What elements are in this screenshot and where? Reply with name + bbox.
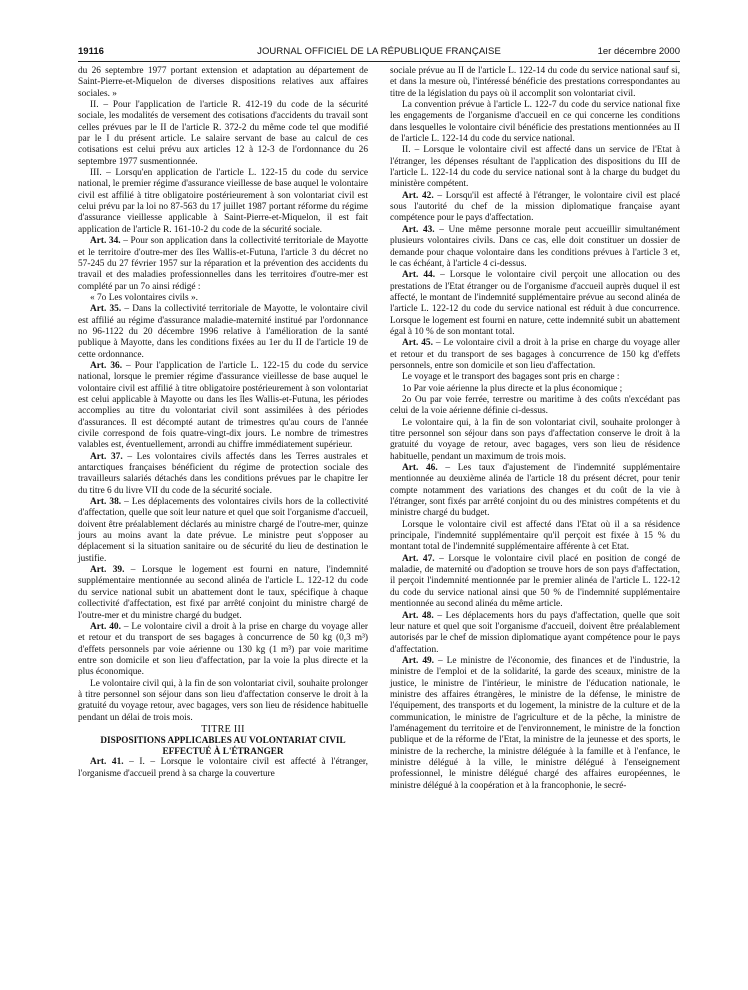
header-rule (78, 61, 680, 62)
article-40 (78, 622, 368, 679)
article-label: Art. 34. (90, 236, 121, 247)
paragraph: Le volontaire qui, à la fin de son volontariat civil, souhaite prolonger à titre personnel son séjour dans son pays d'affectation conserve le droit à la gratuité du voyage de retour, avec bagages, vers son lieu de résidence habituelle, pendant un maximum de trois mois. (390, 417, 680, 462)
article-label: Art. 47. (402, 553, 435, 564)
article-text: – Pour l'application de l'article L. 122-15 du code du service national, lorsque le premier régime d'assurance vieillesse de base auquel le volontaire civil est affilié à titre obligatoire postérieurement à son volontariat est celui applicable à Mayotte ou dans les îles Wallis-et-Futuna, les périodes accomplies au titre du volontariat civil sont assimilées à des périodes d'assurances. Il est décompté autant de trimestres qu'au cours de l'année civile correspond de fois quatre-vingt-dix jours. Le nombre de trimestres valables est, éventuellement, arrondi au chiffre immédiatement supérieur. (78, 360, 368, 451)
article-text: – I. – Lorsque le volontaire civil est affecté à l'étranger, l'organisme d'accueil prend à sa charge la couverture (78, 757, 369, 779)
section-heading: DISPOSITIONS APPLICABLES AU VOLONTARIAT CIVIL EFFECTUÉ À L'ÉTRANGER (100, 735, 346, 757)
article-48 (390, 611, 680, 656)
article-45 (390, 338, 680, 372)
article-text: – Le volontaire civil a droit à la prise en charge du voyage aller et retour et du transport de ses bagages à concurrence de 150 kg d'effets personnels, entre son domicile et son lieu d'affectation. (390, 338, 680, 371)
article-label: Art. 43. (402, 224, 435, 235)
journal-title: JOURNAL OFFICIEL DE LA RÉPUBLIQUE FRANÇAISE (257, 46, 501, 57)
article-text: – Lorsque le logement est fourni en nature, l'indemnité supplémentaire mentionnée au second alinéa de l'article L. 122-12 du code du service national subit un abattement dont le taux, spécifique à chaque collectivité d'affectation, est fixé par arrêté conjoint du ministre chargé de l'outre-mer et du ministre chargé du budget. (78, 565, 369, 621)
paragraph: Le voyage et le transport des bagages sont pris en charge : (402, 372, 620, 383)
article-34 (78, 236, 368, 293)
article-42 (390, 191, 680, 225)
article-label: Art. 48. (402, 610, 434, 621)
article-label: Art. 37. (90, 451, 123, 462)
article-text: – Les déplacements hors du pays d'affectation, quelle que soit leur nature et quel que soit l'organisme d'accueil, doivent être préalablement autorisés par le chef de mission diplomatique ayant compétence pour le pays d'affectation. (390, 610, 680, 655)
article-text: – Les volontaires civils affectés dans les Terres australes et antarctiques françaises bénéficient du régime de protection sociale des travailleurs salariés détachés dans les conditions prévues par le chapitre Ier du titre 6 du livre VII du code de la sécurité sociale. (78, 451, 369, 496)
paragraph: « 7o Les volontaires civils ». (90, 292, 198, 303)
paragraph: La convention prévue à l'article L. 122-7 du code du service national fixe les engagements de l'organisme d'accueil en ce qui concerne les conditions dans lesquelles le volontaire civil bénéficie des prestations mentionnées au II de l'article L. 122-14 du code du service national. (390, 100, 680, 145)
article-39 (78, 565, 368, 622)
article-label: Art. 42. (402, 190, 434, 201)
article-35 (78, 304, 368, 361)
article-text: – Lorsqu'il est affecté à l'étranger, le volontaire civil est placé sous l'autorité du chef de la mission diplomatique française ayant compétence pour le pays d'affectation. (390, 190, 681, 224)
paragraph: III. – Lorsqu'en application de l'article L. 122-15 du code du service national, le premier régime d'assurance vieillesse de base auquel le volontaire civil est affilié à titre obligatoire postérieurement à son volontariat civil est celui prévu par la loi no 87-563 du 17 juillet 1987 portant réforme du régime d'assurance vieillesse applicable à Saint-Pierre-et-Miquelon, il est fait application de l'article R. 161-10-2 du code de la sécurité sociale. (78, 168, 368, 235)
article-37 (78, 452, 368, 497)
article-label: Art. 38. (90, 497, 122, 508)
article-text: – Les déplacements des volontaires civils hors de la collectivité d'affectation, quelle que soit leur nature et quel que soit l'organisme d'accueil, doivent être préalablement déclarés au ministre chargé de l'outre-mer, quinze jours au moins avant la date prévue. Le ministre peut s'opposer au déplacement si la situation sanitaire ou de sécurité du lieu de destination le justifie. (78, 497, 368, 564)
article-text: – Une même personne morale peut accueillir simultanément plusieurs volontaires civils. Dans ce cas, elle doit constituer un dossier de demande pour chaque volontaire dans les conditions prévues à l'article 3 et, le cas échéant, à l'article 4 ci-dessus. (390, 224, 680, 269)
article-text: – Pour son application dans la collectivité territoriale de Mayotte et le territoire d'outre-mer des îles Wallis-et-Futuna, l'article 3 du décret no 57-245 du 27 février 1957 sur la réparation et la prévention des accidents du travail et des maladies professionnelles dans les territoires d'outre-mer est complété par un 7o ainsi rédigé : (78, 236, 368, 292)
article-text: – Lorsque le volontaire civil perçoit une allocation ou des prestations de l'Etat étranger ou de l'organisme d'accueil auprès duquel il est affecté, le montant de l'indemnité supplémentaire prévue au second alinéa de l'article L. 122-12 du code du service national est réduit à due concurrence. Lorsque le logement est fourni en nature, cette indemnité subit un abattement égal à 10 % de son montant total. (390, 270, 680, 337)
paragraph: 1o Par voie aérienne la plus directe et la plus économique ; (402, 383, 623, 394)
paragraph: II. – Pour l'application de l'article R. 412-19 du code de la sécurité sociale, les modalités de versement des cotisations d'accidents du travail sont celles prévues par le II de l'article R. 372-2 du même code tel que modifié par le I du présent article. Le salaire servant de base au calcul de ces cotisations est celui prévu aux articles 12 à 12-3 de l'ordonnance du 26 septembre 1977 susmentionnée. (78, 100, 368, 167)
paragraph: du 26 septembre 1977 portant extension et adaptation au département de Saint-Pierre-et-Miquelon de diverses dispositions relatives aux affaires sociales. » (78, 66, 368, 99)
page-number: 19116 (78, 46, 104, 57)
article-text: – Les taux d'ajustement de l'indemnité supplémentaire mentionnée au deuxième alinéa de l'article 18 du présent décret, pour tenir compte notamment des variations des changes et du coût de la vie à l'étranger, sont fixés par arrêté conjoint du ou des ministres compétents et du ministre chargé du budget. (390, 463, 681, 519)
article-label: Art. 41. (90, 757, 124, 768)
article-label: Art. 40. (90, 621, 121, 632)
article-text: – Lorsque le volontaire civil placé en position de congé de maladie, de maternité ou d'adoption se trouve hors de son pays d'affectation, il perçoit l'indemnité mentionnée par le premier alinéa de l'article L. 122-12 du code du service national ainsi que 50 % de l'indemnité supplémentaire mentionnée au second alinéa du même article. (390, 553, 680, 610)
paragraph: Lorsque le volontaire civil est affecté dans l'Etat où il a sa résidence principale, l'indemnité supplémentaire qu'il perçoit est fixée à 15 % du montant total de l'indemnité supplémentaire afférente à cet Etat. (390, 519, 680, 553)
section-title: TITRE III (201, 723, 245, 735)
article-text: – Le ministre de l'économie, des finances et de l'industrie, la ministre de l'emploi et de la solidarité, la garde des sceaux, ministre de la justice, le ministre de l'intérieur, le ministre de l'éducation nationale, le ministre des affaires étrangères, le ministre de la défense, le ministre de l'équipement, des transports et du logement, la ministre de la culture et de la communication, le ministre de l'agriculture et de la pêche, la ministre de l'aménagement du territoire et de l'environnement, le ministre de la fonction publique et de la réforme de l'Etat, la ministre de la jeunesse et des sports, le ministre de la recherche, la ministre déléguée à la famille et à l'enfance, le ministre délégué à la ville, le ministre délégué à l'enseignement professionnel, le ministre délégué chargé des affaires européennes, le ministre délégué à la coopération et à la francophonie, le secré- (390, 655, 680, 791)
article-label: Art. 44. (402, 270, 436, 281)
article-label: Art. 39. (90, 565, 125, 576)
article-41 (78, 757, 368, 780)
article-43 (390, 225, 680, 270)
article-label: Art. 46. (402, 463, 438, 474)
paragraph: Le volontaire civil qui, à la fin de son volontariat civil, souhaite prolonger à titre personnel son séjour dans son lieu d'affectation conserve le droit à la gratuité du voyage retour, avec bagages, vers son lieu de résidence habituelle pendant un délai de trois mois. (78, 678, 368, 723)
article-36 (78, 361, 368, 452)
article-text: – Dans la collectivité territoriale de Mayotte, le volontaire civil est affilié au régime d'assurance maladie-maternité institué par l'ordonnance no 96-1122 du 20 décembre 1996 relative à l'amélioration de la santé publique à Mayotte, dans les conditions fixées au 1er du II de l'article 19 de cette ordonnance. (78, 304, 368, 360)
article-label: Art. 45. (402, 338, 433, 349)
paragraph: sociale prévue au II de l'article L. 122-14 du code du service national sauf si, et dans la mesure où, l'intéressé bénéficie des prestations correspondantes au titre de la législation du pays où il accomplit son volontariat civil. (390, 66, 680, 99)
article-label: Art. 36. (90, 360, 123, 371)
article-46 (390, 463, 680, 520)
article-label: Art. 35. (90, 304, 122, 315)
article-49 (390, 656, 680, 792)
article-44 (390, 270, 680, 338)
article-38 (78, 497, 368, 565)
issue-date: 1er décembre 2000 (597, 46, 680, 57)
article-47 (390, 554, 680, 611)
paragraph: II. – Lorsque le volontaire civil est affecté dans un service de l'Etat à l'étranger, les dépenses résultant de l'application des dispositions du III de l'article L. 122-14 du code du service national sont à la charge du budget du ministère compétent. (390, 145, 680, 190)
right-column (390, 66, 680, 792)
left-column (78, 66, 368, 780)
text-columns (78, 66, 680, 990)
page-header (78, 46, 680, 60)
article-text: – Le volontaire civil a droit à la prise en charge du voyage aller et retour et du transport de ses bagages à concurrence de 50 kg (0,3 m³) d'effets personnels par voie aérienne ou 130 kg (1 m³) par voie maritime entre son domicile et son lieu d'affectation, par la voie la plus directe et la plus économique. (78, 621, 368, 678)
paragraph: 2o Ou par voie ferrée, terrestre ou maritime à des coûts n'excédant pas celui de la voie aérienne définie ci-dessus. (390, 394, 680, 417)
article-label: Art. 49. (402, 655, 435, 666)
